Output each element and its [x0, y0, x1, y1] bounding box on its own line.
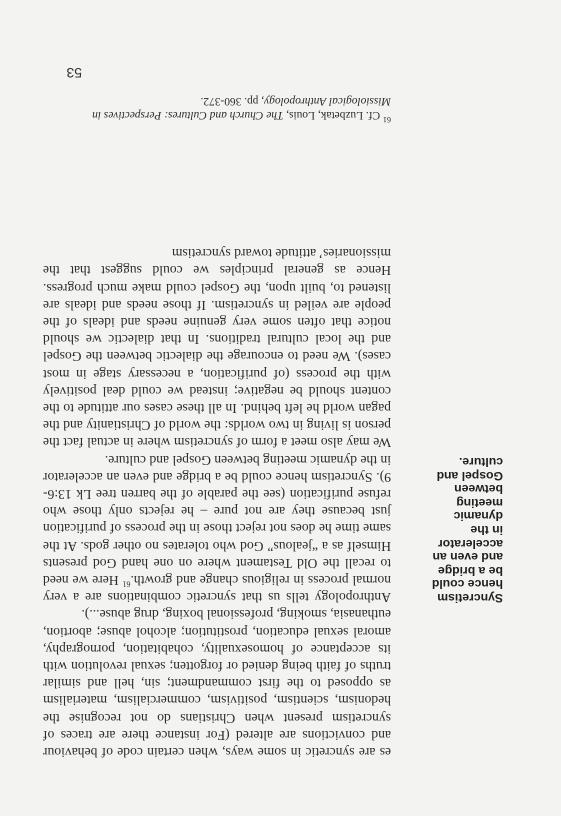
- margin-note: Syncretism hence could be a bridge and even an accelerator in the dynamic meeting between Gospel and culture.: [431, 455, 503, 605]
- footnote-reference: 61: [122, 579, 131, 589]
- paragraph-2-start: Anthropology tells us that syncretic combinations are a very normal process in religious change and growth.: [43, 572, 391, 606]
- paragraph-2: [43, 451, 391, 606]
- footnote-number: 61: [383, 114, 391, 124]
- footnote-pages: , pp. 360-372.: [200, 95, 265, 107]
- page-number: 53: [66, 65, 82, 81]
- paragraph-2-rest: Here we need to recall the Old Testament where on one hand God presents Himself as a “jealous” God who tolerates no other gods. At the same time he does not reject those in the process of purification just because they are not pure – he rejects only those who refuse purification (see the parable of the barren tree Lk 13:6-9). Syncretism hence could be a bridge and even an accelerator in the dynamic meeting between Gospel and culture.: [43, 452, 391, 588]
- footnote: [41, 94, 391, 122]
- footnote-book-title: The Church and Cultures: Perspectives in Missiological Anthropology: [92, 95, 391, 121]
- footnote-author: Cf. Luzbetak, Louis,: [283, 109, 383, 121]
- paragraph-1: es are syncretic in some ways, when certain code of behaviour and convictions are altered (For instance there are traces of syncretism present when Christians do not recognise the hedonism, scientism, positivism, commercialism, materialism as opposed to the first commandment; sin, hell and similar truths of faith being denied or forgotten; sexual revolution with its acceptance of homosexuality, cohabitation, pornography, amoral sexual education, prostitution; alcohol abuse; abortion, euthanasia, smoking, professional boxing, drug abuse...).: [43, 607, 391, 760]
- main-text: [43, 245, 391, 761]
- paragraph-3: We may also meet a form of syncretism where in actual fact the person is living in two worlds: the world of Christianity and the pagan world he left behind. In all these cases our attitude to the content should be negative; instead we could deal positively with the process (of purification, a necessary stage in most cases). We need to encourage the dialectic between the Gospel and the local cultural traditions. In that dialectic we should notice that often some very genuine needs and ideals of the people are veiled in syncretism. If those needs and ideals are listened to, built upon, the Gospel could make much progress. Hence as general principles we could suggest that the missionaries’ attitude toward syncretism: [43, 246, 391, 451]
